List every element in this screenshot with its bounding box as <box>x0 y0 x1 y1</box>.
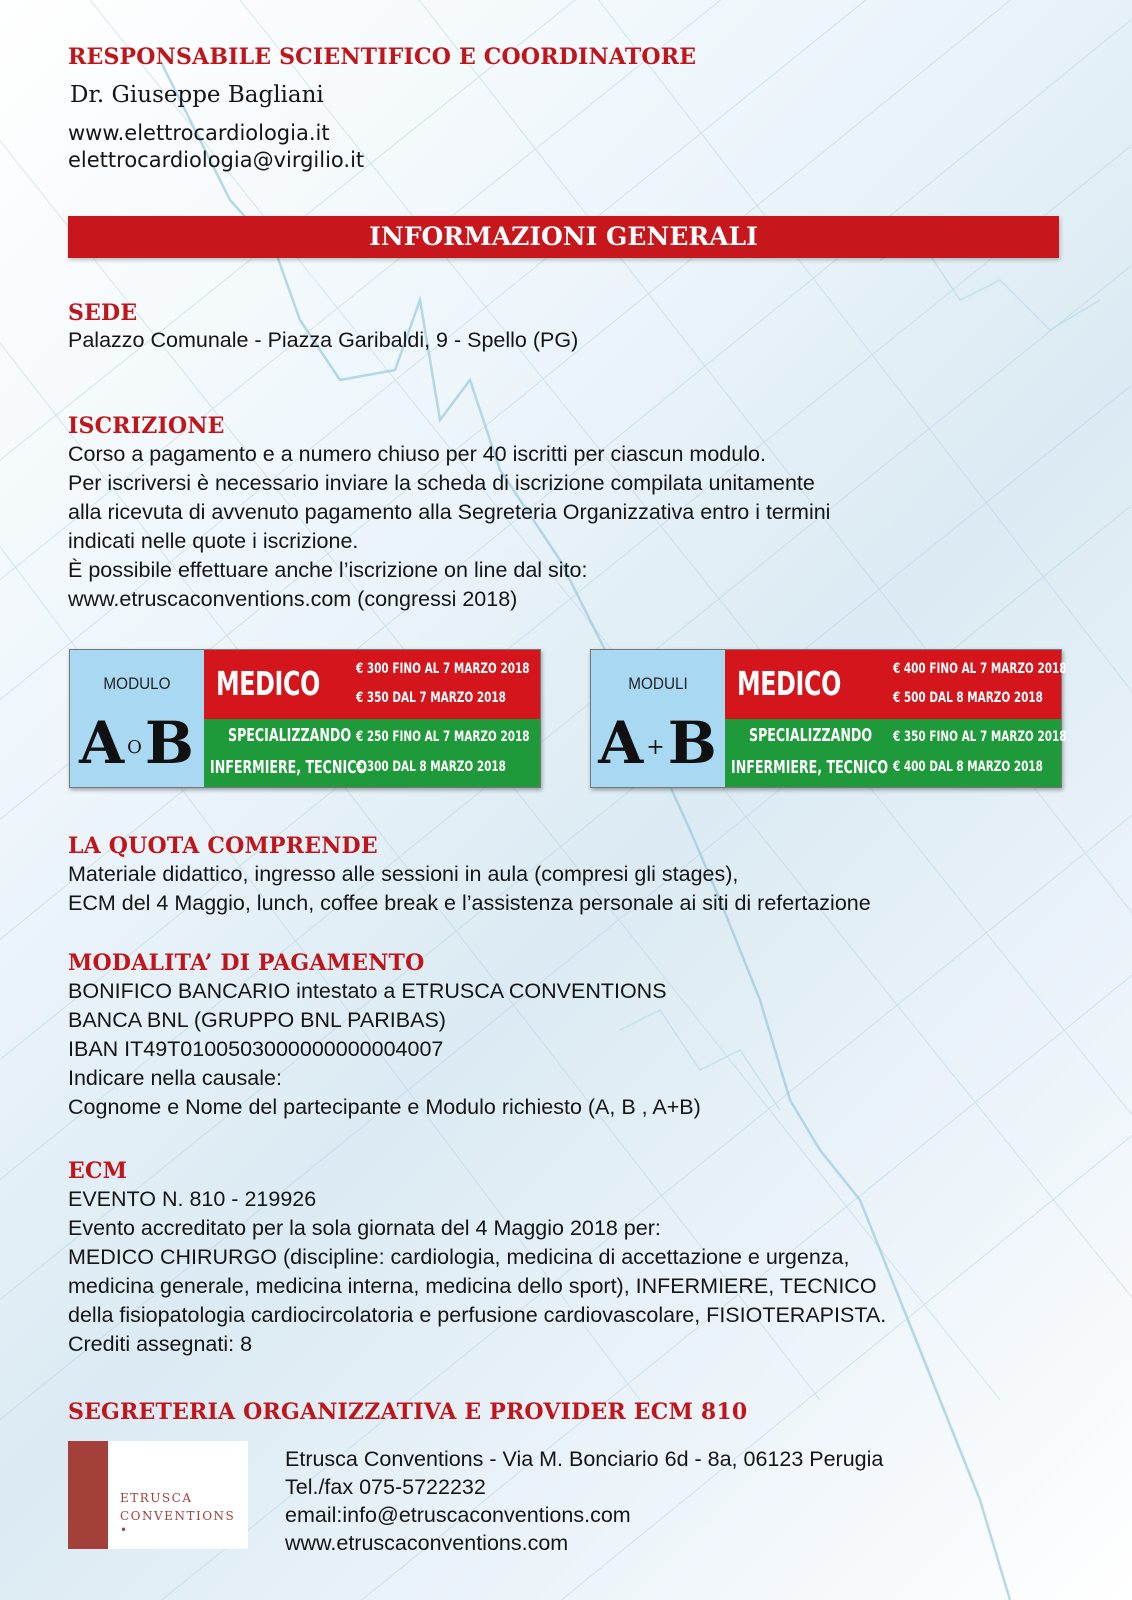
pagamento-heading: MODALITA’ DI PAGAMENTO <box>68 950 425 976</box>
module-label-panel <box>70 650 204 787</box>
ecm-text <box>68 1185 886 1359</box>
sede-heading: SEDE <box>68 300 138 326</box>
quota-heading: LA QUOTA COMPRENDE <box>68 833 378 859</box>
module-letter-right: B <box>144 709 195 777</box>
specializzando-label: SPECIALIZZANDO <box>749 725 873 746</box>
ecm-line: Evento accreditato per la sola giornata del 4 Maggio 2018 per: <box>68 1216 661 1240</box>
etrusca-conventions-logo <box>68 1441 248 1549</box>
specializzando-price-row <box>204 719 540 787</box>
medico-price-late: € 350 DAL 7 MARZO 2018 <box>356 690 506 706</box>
iscrizione-line: È possibile effettuare anche l’iscrizione on line dal sito: <box>68 558 588 582</box>
specializzando-price-early: € 350 FINO AL 7 MARZO 2018 <box>893 729 1067 745</box>
module-separator: + <box>646 735 666 760</box>
segreteria-address: Etrusca Conventions - Via M. Bonciario 6d - 8a, 06123 Perugia <box>285 1447 884 1471</box>
module-letters <box>591 708 725 783</box>
specializzando-price-row <box>725 719 1067 787</box>
medico-price-early: € 400 FINO AL 7 MARZO 2018 <box>893 661 1067 677</box>
quota-text <box>68 860 871 918</box>
segreteria-email-link[interactable]: email:info@etruscaconventions.com <box>285 1503 631 1527</box>
iscrizione-heading: ISCRIZIONE <box>68 413 225 439</box>
iscrizione-website-link[interactable]: www.etruscaconventions.com (congressi 2018) <box>68 587 518 611</box>
module-label-panel <box>591 650 725 787</box>
medico-price-early: € 300 FINO AL 7 MARZO 2018 <box>356 661 530 677</box>
specializzando-price-late: € 300 DAL 8 MARZO 2018 <box>356 759 506 775</box>
module-letter-left: A <box>598 709 645 777</box>
medico-price-row <box>725 650 1067 719</box>
module-separator: O <box>127 737 143 758</box>
specializzando-label: SPECIALIZZANDO <box>228 725 352 746</box>
pagamento-text <box>68 977 701 1122</box>
iscrizione-line: alla ricevuta di avvenuto pagamento alla Segreteria Organizzativa entro i termini <box>68 500 831 524</box>
module-label: MODULO <box>103 674 171 693</box>
logo-text-line: ETRUSCA <box>120 1491 193 1505</box>
responsabile-heading: RESPONSABILE SCIENTIFICO E COORDINATORE <box>68 44 697 70</box>
iscrizione-line: Per iscriversi è necessario inviare la scheda di iscrizione compilata unitamente <box>68 471 815 495</box>
ecm-line: medicina generale, medicina interna, medicina dello sport), INFERMIERE, TECNICO <box>68 1274 877 1298</box>
segreteria-heading: SEGRETERIA ORGANIZZATIVA E PROVIDER ECM 810 <box>68 1399 748 1425</box>
quota-line: ECM del 4 Maggio, lunch, coffee break e l’assistenza personale ai siti di refertazione <box>68 891 871 915</box>
module-a-or-b-price-table <box>69 649 541 788</box>
medico-price-late: € 500 DAL 8 MARZO 2018 <box>893 690 1043 706</box>
pagamento-line: Indicare nella causale: <box>68 1066 282 1090</box>
specializzando-price-early: € 250 FINO AL 7 MARZO 2018 <box>356 729 530 745</box>
ecm-line: della fisiopatologia cardiocircolatoria e perfusione cardiovascolare, FISIOTERAPISTA. <box>68 1303 887 1327</box>
ecm-heading: ECM <box>68 1158 128 1184</box>
iscrizione-line: indicati nelle quote i iscrizione. <box>68 529 359 553</box>
iscrizione-line: Corso a pagamento e a numero chiuso per 40 iscritti per ciascun modulo. <box>68 442 766 466</box>
medico-price-row <box>204 650 540 719</box>
pagamento-line: BONIFICO BANCARIO intestato a ETRUSCA CONVENTIONS <box>68 979 667 1003</box>
ecm-line: MEDICO CHIRURGO (discipline: cardiologia, medicina di accettazione e urgenza, <box>68 1245 850 1269</box>
coordinator-website-link[interactable]: www.elettrocardiologia.it <box>68 121 330 145</box>
infermiere-tecnico-label: INFERMIERE, TECNICO <box>731 757 889 778</box>
module-letter-left: A <box>79 709 126 777</box>
coordinator-name: Dr. Giuseppe Bagliani <box>70 82 324 108</box>
module-a-plus-b-price-table <box>590 649 1067 788</box>
ecm-line: EVENTO N. 810 - 219926 <box>68 1187 317 1211</box>
ecm-line: Crediti assegnati: 8 <box>68 1332 253 1356</box>
segreteria-contact <box>285 1445 883 1557</box>
module-letters <box>70 708 204 783</box>
module-letter-right: B <box>667 709 718 777</box>
segreteria-website-link[interactable]: www.etruscaconventions.com <box>285 1531 569 1555</box>
informazioni-generali-banner: INFORMAZIONI GENERALI <box>68 216 1059 258</box>
module-label: MODULI <box>628 674 688 693</box>
logo-text-line: CONVENTIONS • <box>120 1509 236 1537</box>
medico-label: MEDICO <box>737 664 841 703</box>
quota-line: Materiale didattico, ingresso alle sessioni in aula (compresi gli stages), <box>68 862 739 886</box>
segreteria-phone: Tel./fax 075-5722232 <box>285 1475 486 1499</box>
logo-portrait-icon <box>68 1441 108 1549</box>
coordinator-email-link[interactable]: elettrocardiologia@virgilio.it <box>68 148 365 172</box>
iban-value: IBAN IT49T0100503000000000004007 <box>68 1037 444 1061</box>
specializzando-price-late: € 400 DAL 8 MARZO 2018 <box>893 759 1043 775</box>
sede-text: Palazzo Comunale - Piazza Garibaldi, 9 - Spello (PG) <box>68 328 579 352</box>
medico-label: MEDICO <box>216 664 320 703</box>
iscrizione-text <box>68 440 830 614</box>
pagamento-line: BANCA BNL (GRUPPO BNL PARIBAS) <box>68 1008 446 1032</box>
pagamento-line: Cognome e Nome del partecipante e Modulo richiesto (A, B , A+B) <box>68 1095 701 1119</box>
infermiere-tecnico-label: INFERMIERE, TECNICO <box>210 757 368 778</box>
